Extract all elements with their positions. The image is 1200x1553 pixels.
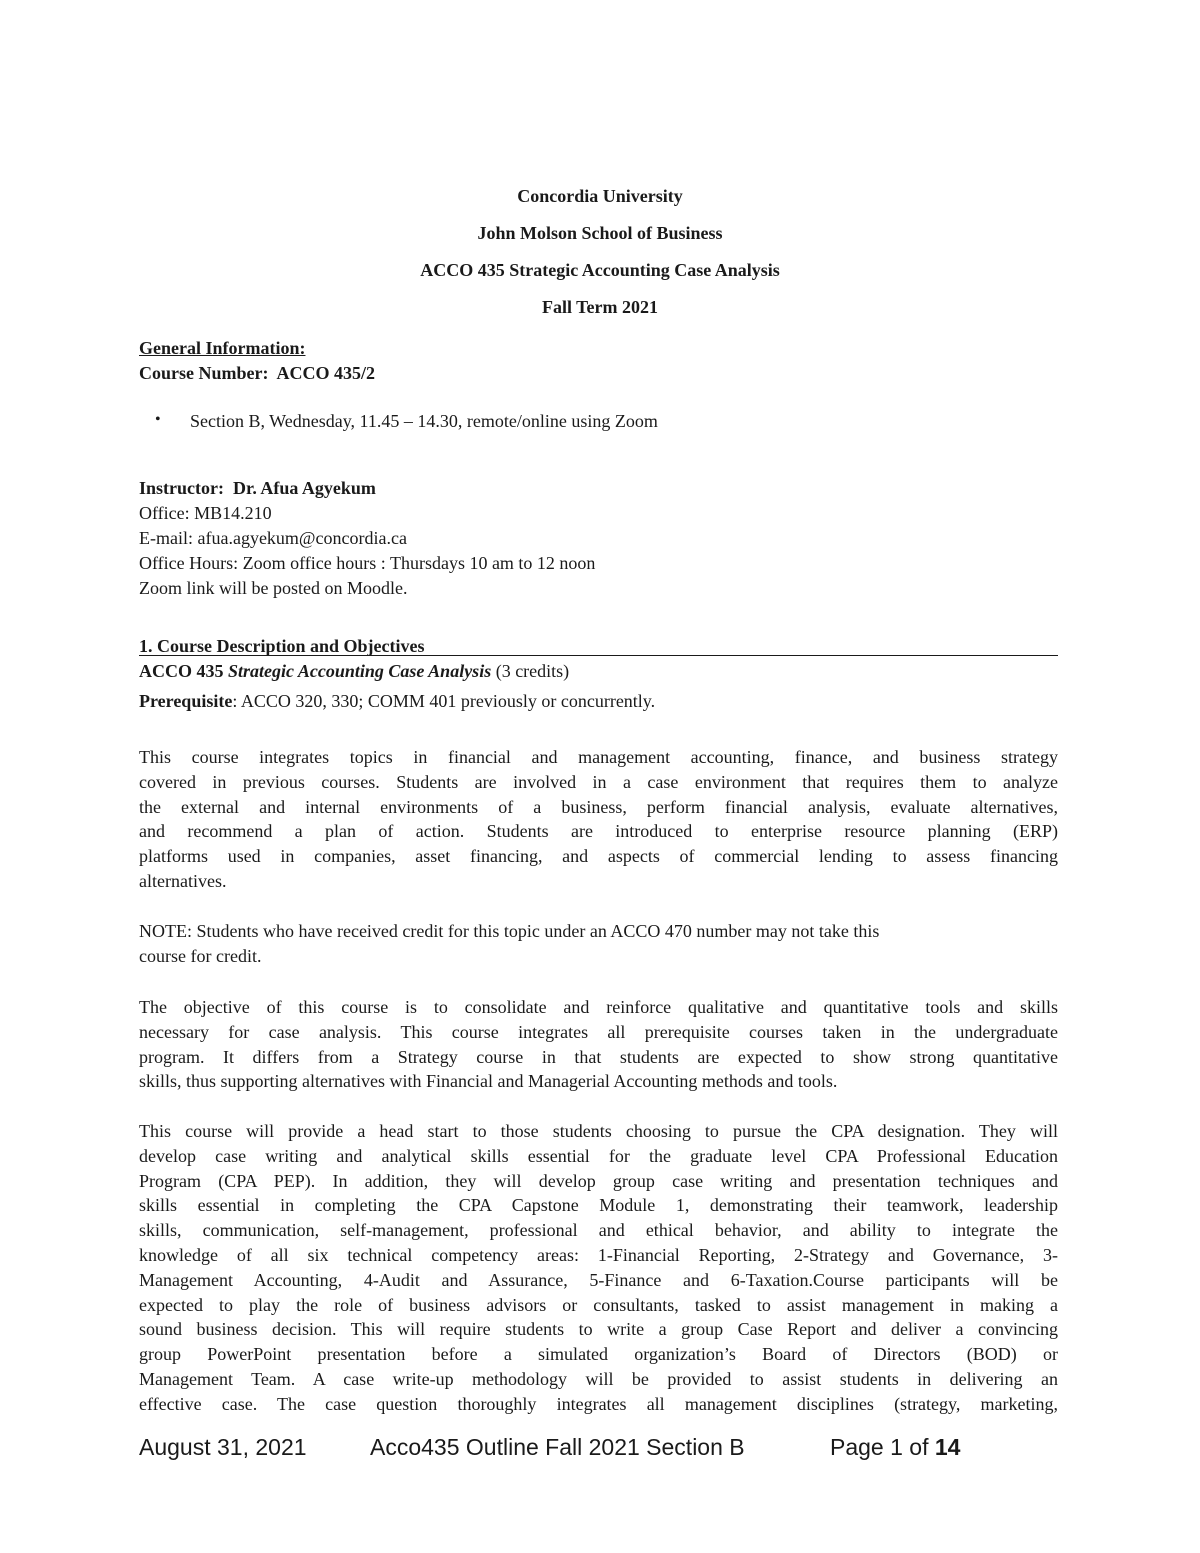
course-description-paragraph [139,745,1058,894]
paragraph-line: group PowerPoint presentation before a simulated organization’s Board of Directors (BOD) or [139,1344,1058,1365]
section1-heading: 1. Course Description and Objectives [139,636,425,656]
page-prefix: Page 1 of [830,1434,929,1460]
paragraph-line: effective case. The case question thoroughly integrates all management disciplines (strategy, marketing, [139,1393,1058,1414]
paragraph-line: covered in previous courses. Students are involved in a case environment that requires them to analyze [139,771,1058,792]
paragraph-line: platforms used in companies, asset financing, and aspects of commercial lending to assess financing [139,846,1058,867]
paragraph-line: Program (CPA PEP). In addition, they will develop group case writing and presentation techniques and [139,1170,1058,1191]
bullet-icon: • [155,411,161,428]
paragraph-line: expected to play the role of business advisors or consultants, tasked to assist management in making a [139,1294,1058,1315]
paragraph-line: and recommend a plan of action. Students are introduced to enterprise resource planning (ERP) [139,821,1058,842]
course-credits: (3 credits) [495,661,570,681]
instructor-label: Instructor: [139,478,224,498]
course-full-name: Strategic Accounting Case Analysis [228,661,492,681]
credit-note-paragraph [139,919,1058,969]
paragraph-line: Management Accounting, 4-Audit and Assurance, 5-Finance and 6-Taxation.Course participants will be [139,1269,1058,1290]
paragraph-line: develop case writing and analytical skills essential for the graduate level CPA Professional Education [139,1145,1058,1166]
paragraph-line: Management Team. A case write-up methodology will be provided to assist students in delivering an [139,1368,1058,1389]
objective-paragraph [139,995,1058,1094]
footer-document-title: Acco435 Outline Fall 2021 Section B [370,1434,745,1460]
school-name: John Molson School of Business [477,223,723,243]
instructor-name: Dr. Afua Agyekum [232,478,376,498]
instructor-email: E-mail: afua.agyekum@concordia.ca [139,528,407,548]
footer-page-number [830,1434,960,1461]
paragraph-line: skills, communication, self-management, professional and ethical behavior, and ability to integrate the [139,1220,1058,1241]
university-name: Concordia University [517,186,683,206]
paragraph-line: This course will provide a head start to those students choosing to pursue the CPA designation. They will [139,1121,1058,1141]
course-number-value: ACCO 435/2 [276,363,375,383]
paragraph-line: skills, thus supporting alternatives with Financial and Managerial Accounting methods and tools. [139,1071,838,1092]
paragraph-line: knowledge of all six technical competency areas: 1-Financial Reporting, 2-Strategy and Governance, 3- [139,1244,1058,1265]
paragraph-line: the external and internal environments of a business, perform financial analysis, evaluate alternatives, [139,796,1058,817]
paragraph-line: sound business decision. This will require students to write a group Case Report and deliver a convincing [139,1319,1058,1340]
section1-heading-rule [139,655,1058,656]
instructor-office: Office: MB14.210 [139,503,272,523]
footer-date: August 31, 2021 [139,1434,307,1460]
instructor-line [139,476,376,500]
paragraph-line: necessary for case analysis. This course integrates all prerequisite courses taken in the undergraduate [139,1021,1058,1042]
prerequisite-text: : ACCO 320, 330; COMM 401 previously or concurrently. [232,691,656,711]
cpa-paragraph [139,1119,1058,1417]
course-code: ACCO 435 [139,661,224,681]
paragraph-line: The objective of this course is to consolidate and reinforce qualitative and quantitative tools and skills [139,997,1058,1017]
prerequisite-line [139,689,655,713]
general-info-heading: General Information: [139,338,306,358]
paragraph-line: skills essential in completing the CPA Capstone Module 1, demonstrating their teamwork, leadership [139,1195,1058,1216]
prerequisite-label: Prerequisite [139,691,233,711]
course-number-line [139,361,375,385]
paragraph-line: course for credit. [139,945,262,966]
paragraph-line: program. It differs from a Strategy course in that students are expected to show strong quantitative [139,1046,1058,1067]
paragraph-line: alternatives. [139,870,227,891]
instructor-office-hours: Office Hours: Zoom office hours : Thursdays 10 am to 12 noon [139,553,596,573]
paragraph-line: NOTE: Students who have received credit for this topic under an ACCO 470 number may not take this [139,921,880,941]
course-name-line [139,659,569,683]
course-title: ACCO 435 Strategic Accounting Case Analysis [420,260,780,280]
zoom-link-note: Zoom link will be posted on Moodle. [139,578,408,598]
paragraph-line: This course integrates topics in financial and management accounting, finance, and business strategy [139,747,1058,767]
page-total: 14 [934,1434,961,1460]
term-label: Fall Term 2021 [542,297,658,317]
section-schedule: Section B, Wednesday, 11.45 – 14.30, remote/online using Zoom [190,411,658,431]
course-number-label: Course Number: [139,363,269,383]
